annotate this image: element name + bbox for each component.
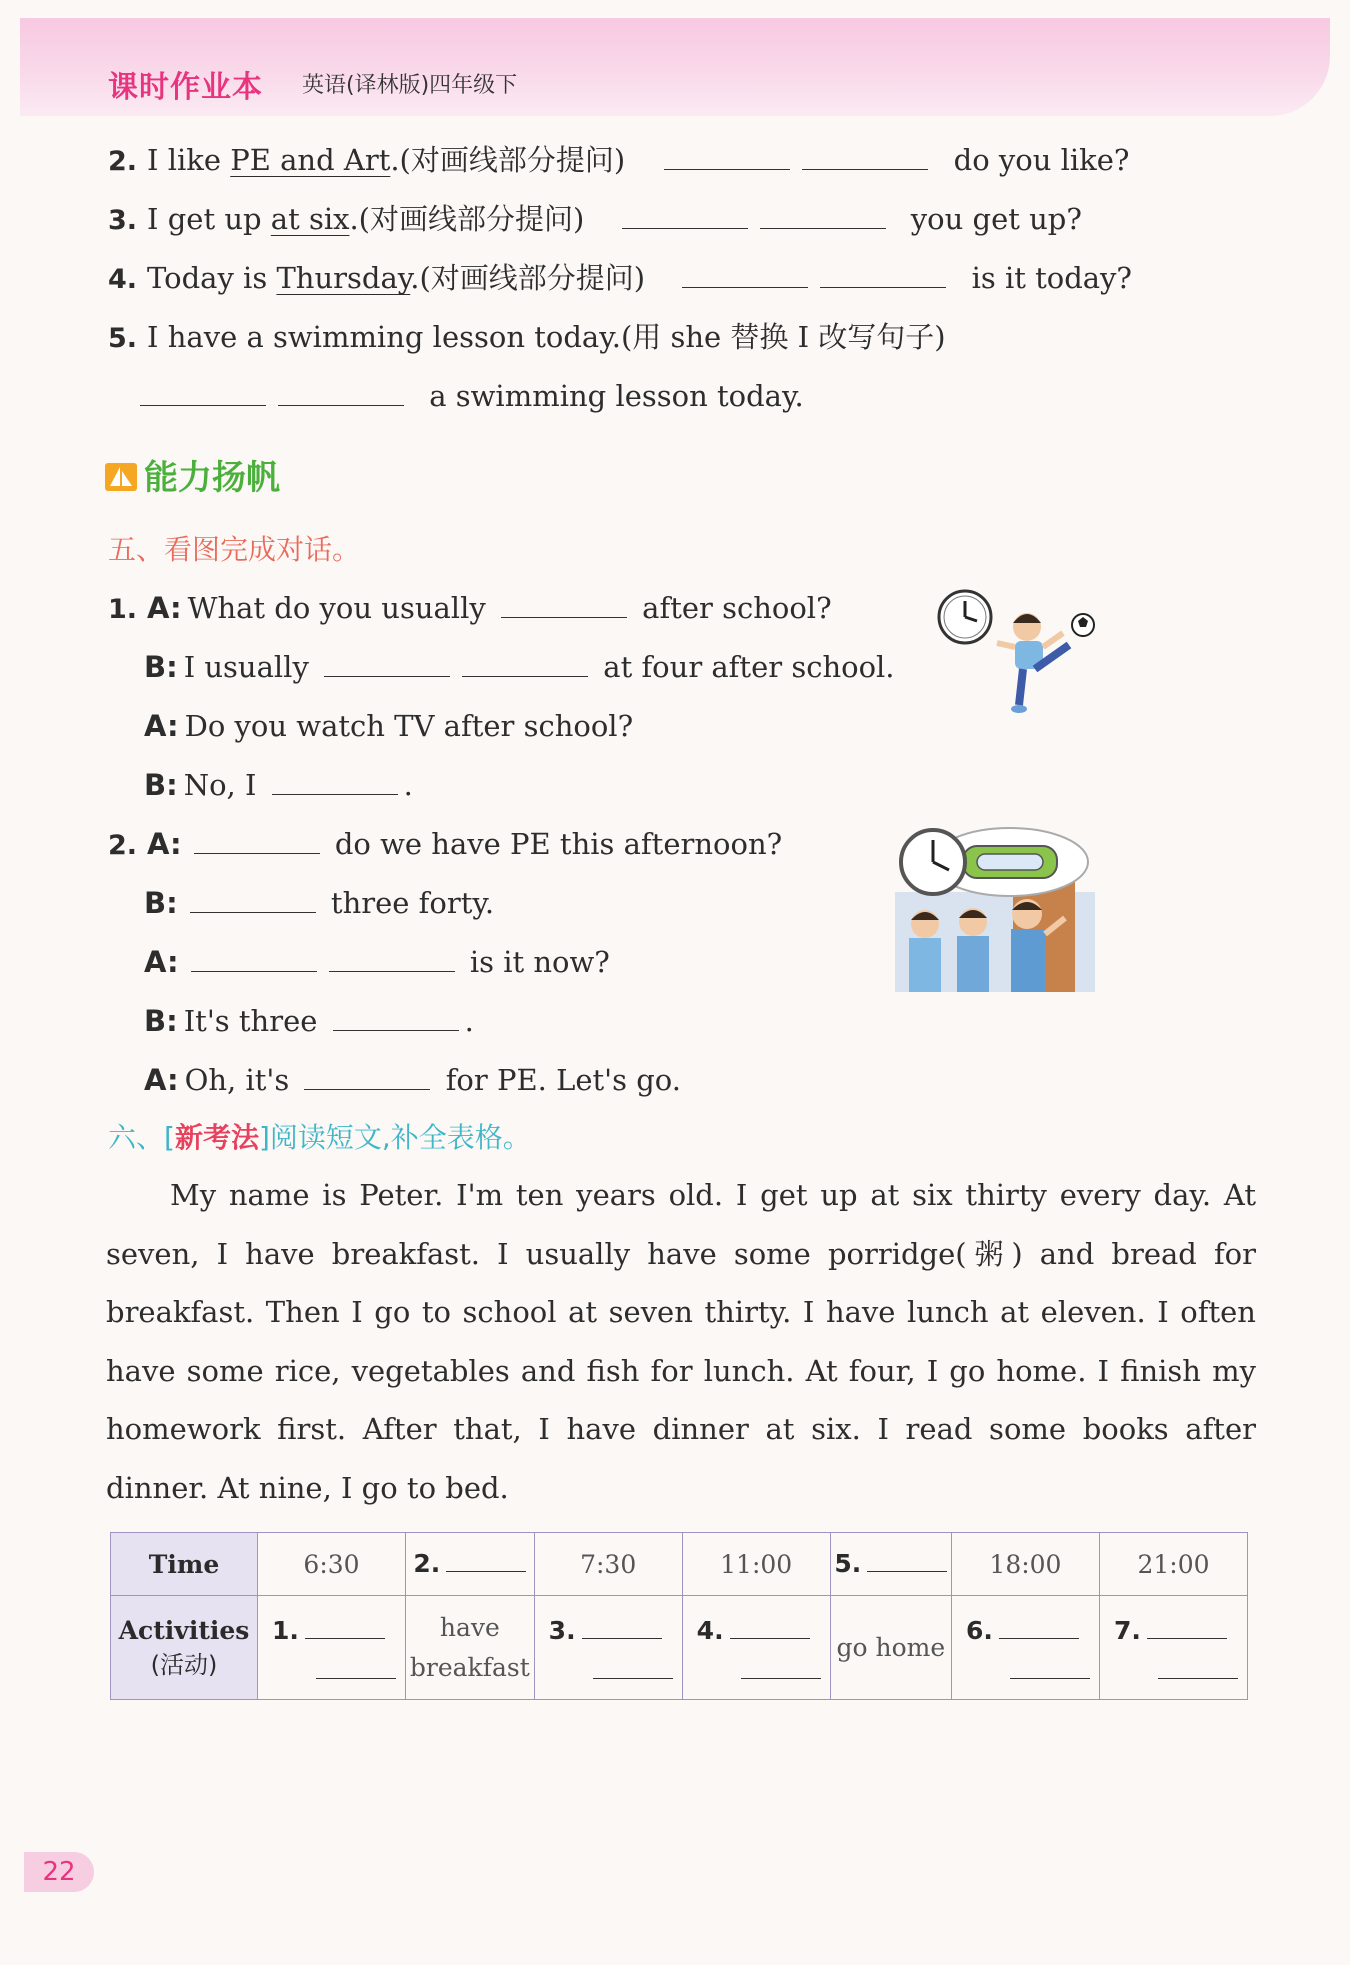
time-cell: 7:30 xyxy=(534,1533,682,1596)
answer-blank[interactable] xyxy=(278,377,404,406)
answer-blank[interactable] xyxy=(802,141,928,170)
answer-blank[interactable] xyxy=(329,943,455,972)
activity-cell: have breakfast xyxy=(406,1596,535,1700)
answer-blank[interactable] xyxy=(190,884,316,913)
answer-blank[interactable] xyxy=(1010,1656,1090,1679)
dialog-2-line-1: 2. A: do we have PE this afternoon? xyxy=(108,827,783,861)
dialog-2-line-3: A: is it now? xyxy=(144,945,610,979)
time-cell: 6:30 xyxy=(258,1533,406,1596)
answer-blank[interactable] xyxy=(730,1616,810,1639)
boy-playing-football-illustration xyxy=(935,585,1115,725)
answer-blank[interactable] xyxy=(140,377,266,406)
sail-icon xyxy=(104,460,138,494)
table-row xyxy=(111,1533,1248,1596)
activities-header: Activities (活动) xyxy=(111,1596,258,1700)
table-row xyxy=(111,1596,1248,1700)
page-number: 22 xyxy=(24,1852,94,1892)
question-4-4: 4. Today is Thursday.(对画线部分提问) is it today? xyxy=(108,261,1132,295)
activity-cell: 1. xyxy=(258,1596,406,1700)
children-going-to-pe-illustration xyxy=(895,822,1095,992)
answer-blank[interactable] xyxy=(820,259,946,288)
answer-blank[interactable] xyxy=(501,589,627,618)
dialog-1-line-1: 1. A: What do you usually after school? xyxy=(108,591,832,625)
activity-cell: 4. xyxy=(682,1596,830,1700)
answer-blank[interactable] xyxy=(305,1616,385,1639)
answer-blank[interactable] xyxy=(741,1656,821,1679)
answer-blank[interactable] xyxy=(999,1616,1079,1639)
answer-blank[interactable] xyxy=(682,259,808,288)
answer-blank[interactable] xyxy=(316,1656,396,1679)
answer-blank[interactable] xyxy=(304,1061,430,1090)
time-cell: 2. xyxy=(406,1533,535,1596)
question-4-2: 2. I like PE and Art.(对画线部分提问) do you like? xyxy=(108,143,1130,177)
time-cell: 5. xyxy=(830,1533,951,1596)
book-title: 课时作业本 xyxy=(108,70,263,105)
dialog-1-line-3: A: Do you watch TV after school? xyxy=(144,709,634,743)
activity-cell: go home xyxy=(830,1596,951,1700)
question-4-3: 3. I get up at six.(对画线部分提问) you get up? xyxy=(108,202,1082,236)
schedule-table xyxy=(110,1532,1248,1700)
answer-blank[interactable] xyxy=(446,1549,526,1572)
answer-blank[interactable] xyxy=(622,200,748,229)
answer-blank[interactable] xyxy=(272,766,398,795)
time-cell: 21:00 xyxy=(1099,1533,1247,1596)
activity-cell: 7. xyxy=(1099,1596,1247,1700)
answer-blank[interactable] xyxy=(191,943,317,972)
answer-blank[interactable] xyxy=(324,648,450,677)
answer-blank[interactable] xyxy=(593,1656,673,1679)
time-cell: 18:00 xyxy=(951,1533,1099,1596)
question-5-title: 五、看图完成对话。 xyxy=(108,533,361,566)
section-heading: 能力扬帆 xyxy=(104,450,280,499)
activity-cell: 3. xyxy=(534,1596,682,1700)
book-subtitle: 英语(译林版)四年级下 xyxy=(302,73,518,98)
answer-blank[interactable] xyxy=(1147,1616,1227,1639)
answer-blank[interactable] xyxy=(333,1002,459,1031)
dialog-1-line-4: B: No, I . xyxy=(144,768,413,802)
answer-blank[interactable] xyxy=(462,648,588,677)
time-cell: 11:00 xyxy=(682,1533,830,1596)
dialog-2-line-5: A: Oh, it's for PE. Let's go. xyxy=(144,1063,681,1097)
answer-blank[interactable] xyxy=(760,200,886,229)
dialog-1-line-2: B: I usually at four after school. xyxy=(144,650,895,684)
answer-blank[interactable] xyxy=(194,825,320,854)
dialog-2-line-4: B: It's three . xyxy=(144,1004,474,1038)
activity-cell: 6. xyxy=(951,1596,1099,1700)
answer-blank[interactable] xyxy=(1158,1656,1238,1679)
answer-blank[interactable] xyxy=(582,1616,662,1639)
time-header: Time xyxy=(111,1533,258,1596)
reading-passage: My name is Peter. I'm ten years old. I get up at six thirty every day. At seven, I have breakfast. I usually have some porridge(粥) and bread for breakfast. Then I go to school at seven thirty. I have lunch at eleven. I often have some rice, vegetables and fish for lunch. At four, I go home. I finish my homework first. After that, I have dinner at six. I read some books after dinner. At nine, I go to bed. xyxy=(106,1178,1256,1505)
answer-blank[interactable] xyxy=(867,1549,947,1572)
dialog-2-line-2: B: three forty. xyxy=(144,886,495,920)
question-6-title: 六、[新考法]阅读短文,补全表格。 xyxy=(108,1121,531,1154)
question-4-5: 5. I have a swimming lesson today.(用 she 替换 I 改写句子) xyxy=(108,320,946,354)
new-exam-method-tag: 新考法 xyxy=(174,1121,259,1154)
question-4-5-answer: a swimming lesson today. xyxy=(140,376,804,416)
answer-blank[interactable] xyxy=(664,141,790,170)
